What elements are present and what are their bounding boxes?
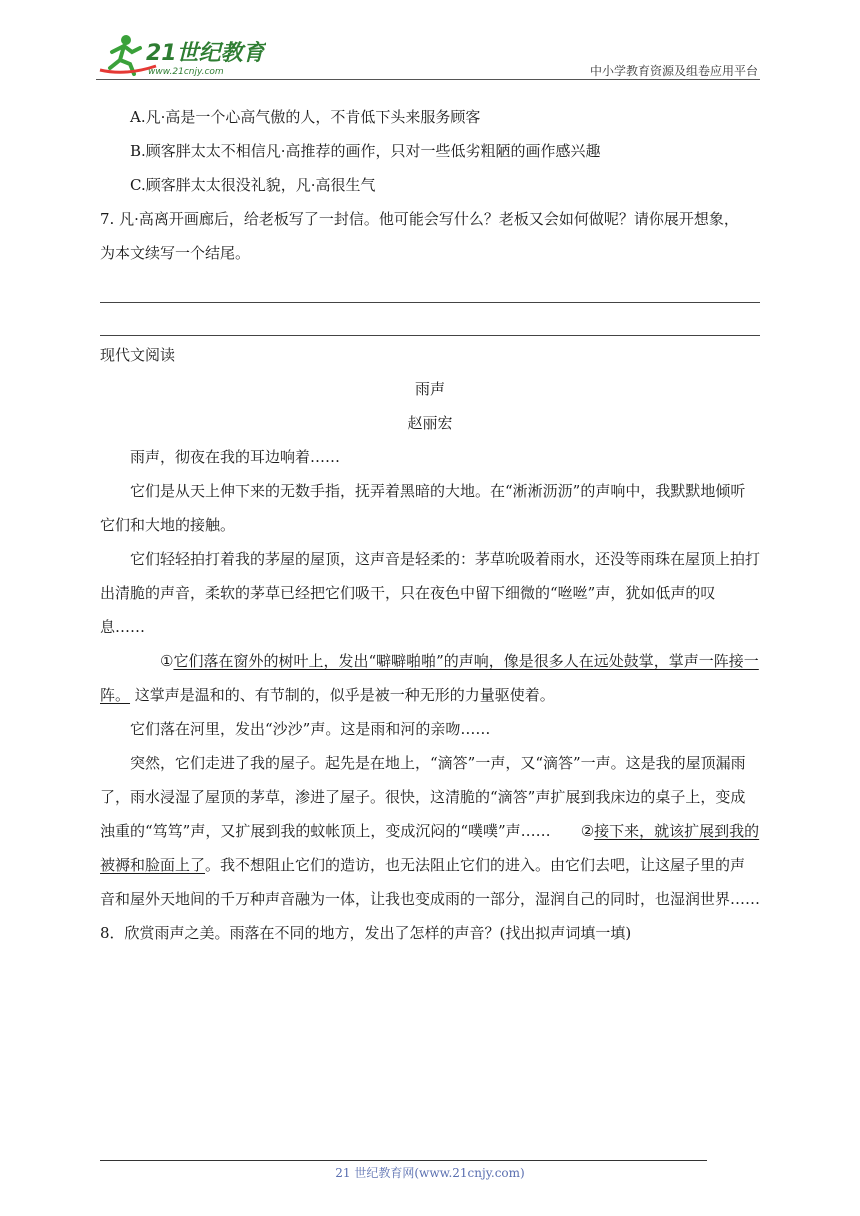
page-header	[96, 30, 760, 80]
paragraph-4-rest: 这掌声是温和的、有节制的，似乎是被一种无形的力量驱使着。	[130, 686, 555, 704]
footer-divider	[100, 1160, 707, 1161]
paragraph-4	[100, 644, 760, 712]
platform-name: 中小学教育资源及组卷应用平台	[589, 64, 758, 78]
option-b: B.顾客胖太太不相信凡·高推荐的画作，只对一些低劣粗陋的画作感兴趣	[130, 142, 601, 160]
marker-2: ②	[580, 822, 595, 840]
document-body	[100, 100, 760, 950]
question-8: 8．欣赏雨声之美。雨落在不同的地方，发出了怎样的声音？(找出拟声词填一填)	[100, 924, 632, 942]
question-7-line1: 7. 凡·高离开画廊后，给老板写了一封信。他可能会写什么？老板又会如何做呢？请你展开想象，	[100, 210, 739, 228]
svg-text:www.21cnjy.com: www.21cnjy.com	[148, 67, 224, 77]
logo-icon	[96, 30, 266, 78]
marker-1: ①	[160, 652, 174, 670]
paragraph-6-start: 突然，它们走进了我的屋子。起先是在地上，“滴答”一声，又“滴答”一声。这是我的屋顶漏雨了，雨水浸湿了屋顶的茅草，渗进了屋子。很快，这清脆的“滴答”声扩展到我床边的桌子上，变成浊重的“笃笃”声，又扩展到我的蚊帐顶上，变成沉闷的“噗噗”声……	[100, 754, 746, 840]
option-c: C.顾客胖太太很没礼貌，凡·高很生气	[130, 176, 376, 194]
paragraph-5: 它们落在河里，发出“沙沙”声。这是雨和河的亲吻……	[130, 720, 491, 738]
logo	[96, 30, 266, 78]
underlined-sentence-1: 它们落在窗外的树叶上，发出“噼噼啪啪”的声响，像是很多人在远处鼓掌，掌声一阵接一阵。	[100, 652, 759, 704]
underlined-sentence-2: 接下来，就该扩展到我的被褥和脸面上了	[100, 822, 760, 874]
article-author: 赵丽宏	[407, 414, 453, 432]
paragraph-2: 它们是从天上伸下来的无数手指，抚弄着黑暗的大地。在“淅淅沥沥”的声响中，我默默地倾听它们和大地的接触。	[100, 482, 746, 534]
paragraph-1: 雨声，彻夜在我的耳边响着……	[130, 448, 341, 466]
paragraph-3: 它们轻轻拍打着我的茅屋的屋顶，这声音是轻柔的：茅草吮吸着雨水，还没等雨珠在屋顶上拍打出清脆的声音，柔软的茅草已经把它们吸干，只在夜色中留下细微的“咝咝”声，犹如低声的叹息……	[100, 550, 761, 636]
paragraph-6-end: 。我不想阻止它们的造访，也无法阻止它们的进入。由它们去吧，让这屋子里的声音和屋外天地间的千万种声音融为一体，让我也变成雨的一部分，湿润自己的同时，也湿润世界……	[100, 856, 761, 908]
answer-line[interactable]	[100, 303, 760, 336]
question-7-line2: 为本文续写一个结尾。	[100, 244, 251, 262]
answer-line[interactable]	[100, 270, 760, 303]
section-title: 现代文阅读	[100, 346, 176, 364]
page-footer: 21 世纪教育网(www.21cnjy.com)	[335, 1166, 525, 1180]
header-divider	[96, 79, 760, 80]
article-title: 雨声	[414, 380, 445, 398]
option-a: A.凡·高是一个心高气傲的人，不肯低下头来服务顾客	[130, 108, 481, 126]
svg-text:21世纪教育: 21世纪教育	[146, 41, 265, 66]
paragraph-6	[100, 746, 760, 916]
